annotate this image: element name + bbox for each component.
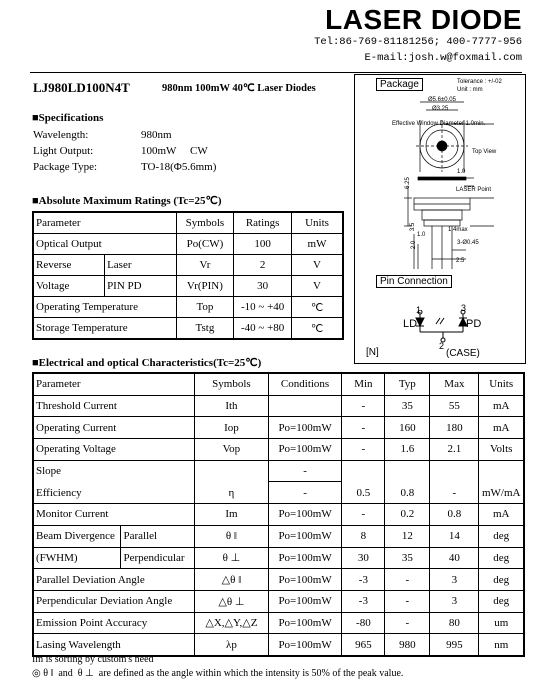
model-number: LJ980LD100N4T (33, 80, 130, 95)
table-cell: △X,△Y,△Z (195, 612, 269, 634)
table-cell: 980 (385, 634, 430, 656)
table-cell: Laser (105, 255, 177, 276)
package-label: Package (376, 78, 423, 91)
table-cell: 0.8 (430, 504, 479, 526)
pin-number: 3 (461, 303, 467, 313)
pin-number: 1 (416, 305, 422, 315)
dimension-label: Ø3.25 (432, 106, 449, 112)
table-cell: Slope (33, 460, 195, 482)
electrical-table (32, 372, 525, 657)
table-cell: deg (479, 590, 524, 612)
dimension-label: 2.5 (456, 258, 465, 264)
table-header: Symbols (176, 212, 234, 234)
table-cell: θ ⊥ (195, 547, 269, 569)
table-cell: 0.5 (342, 482, 385, 504)
table-row (33, 482, 524, 504)
table-cell: Po=100mW (268, 525, 342, 547)
dimension-label: 1.0 (417, 232, 426, 238)
table-cell: 180 (430, 417, 479, 439)
table-cell: 3 (430, 569, 479, 591)
pd-label: PD (466, 318, 482, 330)
dimension-label: 3.5 (410, 222, 417, 232)
table-cell: - (342, 395, 385, 417)
table-header: Units (479, 373, 524, 395)
table-cell: -3 (342, 569, 385, 591)
square-bullet-icon: ■ (32, 357, 39, 369)
table-cell: △θ ‖ (195, 569, 269, 591)
table-cell: Efficiency (33, 482, 195, 504)
table-cell: ℃ (292, 297, 343, 318)
contact-email: E-mail:josh.w@foxmail.com (364, 52, 522, 64)
laser-point-label: LASER Point (456, 187, 492, 193)
table-header: Symbols (195, 373, 269, 395)
case-label: (CASE) (446, 348, 480, 359)
window-label: Effective Window Diameter 1.0min. (392, 121, 486, 127)
specifications-heading: ■Specifications (32, 112, 104, 124)
table-cell: 3 (430, 590, 479, 612)
absolute-max-table (32, 211, 344, 340)
table-cell (479, 460, 524, 482)
table-cell: 30 (234, 276, 292, 297)
table-cell: 0.8 (385, 482, 430, 504)
table-row (33, 395, 524, 417)
table-cell: 12 (385, 525, 430, 547)
table-cell: ℃ (292, 318, 343, 340)
table-cell: 80 (430, 612, 479, 634)
table-row (33, 417, 524, 439)
table-cell: Operating Temperature (33, 297, 176, 318)
table-cell: △θ ⊥ (195, 590, 269, 612)
table-cell: 14 (430, 525, 479, 547)
table-cell: V (292, 276, 343, 297)
footnote: ◎ θ ‖ and θ ⊥ are defined as the angle within which the intensity is 50% of the peak value. (32, 668, 404, 679)
table-header: Units (292, 212, 343, 234)
table-row (33, 590, 524, 612)
table-cell: 2.1 (430, 439, 479, 461)
table-cell: 0.2 (385, 504, 430, 526)
table-header: Max (430, 373, 479, 395)
table-header: Parameter (33, 373, 195, 395)
table-cell: nm (479, 634, 524, 656)
top-view-label: Top View (472, 149, 497, 155)
table-header: Ratings (234, 212, 292, 234)
table-cell (195, 460, 269, 482)
table-cell: Storage Temperature (33, 318, 176, 340)
table-cell: - (268, 482, 342, 504)
table-cell: - (342, 417, 385, 439)
table-cell: Po=100mW (268, 547, 342, 569)
table-row (33, 612, 524, 634)
table-cell: deg (479, 525, 524, 547)
table-cell: 160 (385, 417, 430, 439)
table-row (33, 439, 524, 461)
table-cell: Po(CW) (176, 234, 234, 255)
absolute-max-heading: ■Absolute Maximum Ratings (Tc=25℃) (32, 195, 222, 207)
table-cell: - (342, 504, 385, 526)
table-cell: 995 (430, 634, 479, 656)
table-cell: Po=100mW (268, 504, 342, 526)
dimension-label: 1.4max (448, 227, 468, 233)
table-cell: Perpendicular (121, 547, 195, 569)
table-cell: Threshold Current (33, 395, 195, 417)
table-cell: Operating Current (33, 417, 195, 439)
spec-value: TO-18(Φ5.6mm) (141, 161, 217, 173)
table-cell: - (385, 590, 430, 612)
table-row (33, 634, 524, 656)
table-cell: Vop (195, 439, 269, 461)
table-cell: Lasing Wavelength (33, 634, 195, 656)
contact-tel: Tel:86-769-81181256; 400-7777-956 (314, 36, 522, 48)
table-header-row (33, 212, 343, 234)
table-cell: -3 (342, 590, 385, 612)
table-header-row (33, 373, 524, 395)
table-cell (268, 395, 342, 417)
table-cell: Voltage (33, 276, 105, 297)
table-cell: Po=100mW (268, 634, 342, 656)
table-row (33, 525, 524, 547)
table-cell (430, 460, 479, 482)
table-cell: 100 (234, 234, 292, 255)
table-row (33, 504, 524, 526)
table-row (33, 276, 343, 297)
table-cell: 965 (342, 634, 385, 656)
table-cell: Po=100mW (268, 417, 342, 439)
ld-label: LD (403, 318, 418, 330)
table-cell: η (195, 482, 269, 504)
tolerance-text: Tolerance : +/-02 (457, 79, 502, 85)
table-cell: Po=100mW (268, 612, 342, 634)
table-cell: -40 ~ +80 (234, 318, 292, 340)
table-cell: λp (195, 634, 269, 656)
table-cell: Im (195, 504, 269, 526)
pin-diagram (414, 310, 474, 344)
table-row (33, 569, 524, 591)
table-header: Conditions (268, 373, 342, 395)
table-cell: Iop (195, 417, 269, 439)
table-cell: 30 (342, 547, 385, 569)
header-rule (30, 72, 522, 73)
table-cell: Beam Divergence (33, 525, 121, 547)
spec-label: Light Output: (33, 145, 94, 157)
table-cell: Reverse (33, 255, 105, 276)
table-cell: Po=100mW (268, 590, 342, 612)
table-cell: mA (479, 395, 524, 417)
table-cell: Po=100mW (268, 569, 342, 591)
unit-text: Unit : mm (457, 87, 483, 93)
table-cell: Volts (479, 439, 524, 461)
n-label: [N] (366, 347, 379, 358)
table-row (33, 297, 343, 318)
table-cell: 35 (385, 395, 430, 417)
table-cell: 8 (342, 525, 385, 547)
dimension-label: 3-Ø0.45 (457, 240, 479, 246)
table-header: Parameter (33, 212, 176, 234)
table-row (33, 547, 524, 569)
table-cell: deg (479, 569, 524, 591)
spec-label: Wavelength: (33, 129, 89, 141)
table-cell: θ ‖ (195, 525, 269, 547)
table-cell: deg (479, 547, 524, 569)
square-bullet-icon: ■ (32, 112, 39, 124)
table-cell: mW (292, 234, 343, 255)
table-cell (342, 460, 385, 482)
table-row (33, 460, 524, 482)
dimension-label: 1.0 (457, 169, 466, 175)
square-bullet-icon: ■ (32, 195, 39, 207)
table-cell: Vr (176, 255, 234, 276)
table-cell: Optical Output (33, 234, 176, 255)
table-cell: mA (479, 504, 524, 526)
table-cell: Parallel Deviation Angle (33, 569, 195, 591)
table-cell: 1.6 (385, 439, 430, 461)
table-cell: 35 (385, 547, 430, 569)
table-cell: Operating Voltage (33, 439, 195, 461)
spec-label: Package Type: (33, 161, 98, 173)
table-cell: 2 (234, 255, 292, 276)
table-header: Typ (385, 373, 430, 395)
table-cell: Monitor Current (33, 504, 195, 526)
table-cell: (FWHM) (33, 547, 121, 569)
model-description: 980nm 100mW 40℃ Laser Diodes (162, 83, 316, 94)
pin-number: 2 (439, 341, 445, 351)
table-header: Min (342, 373, 385, 395)
table-cell: mW/mA (479, 482, 524, 504)
table-cell: Top (176, 297, 234, 318)
table-cell: Ith (195, 395, 269, 417)
pin-connection-label: Pin Connection (376, 275, 452, 288)
dimension-label: 2.0 (411, 240, 418, 250)
table-cell: - (342, 439, 385, 461)
table-cell: -10 ~ +40 (234, 297, 292, 318)
table-row (33, 255, 343, 276)
table-cell: Emission Point Accuracy (33, 612, 195, 634)
page-title: LASER DIODE (325, 4, 522, 35)
table-cell: -80 (342, 612, 385, 634)
table-cell: Perpendicular Deviation Angle (33, 590, 195, 612)
table-cell: 40 (430, 547, 479, 569)
table-cell: - (268, 460, 342, 482)
table-cell: 55 (430, 395, 479, 417)
table-cell: - (385, 612, 430, 634)
table-cell: PIN PD (105, 276, 177, 297)
footnote: Im is sorting by custom's need (32, 654, 154, 665)
table-cell (385, 460, 430, 482)
electrical-heading: ■Electrical and optical Characteristics(Tc=25℃) (32, 357, 262, 369)
table-cell: Vr(PIN) (176, 276, 234, 297)
spec-value: 980nm (141, 129, 172, 141)
dimension-label: Ø5.6±0.05 (428, 97, 456, 103)
table-cell: V (292, 255, 343, 276)
table-cell: - (385, 569, 430, 591)
spec-value: 100mW CW (141, 145, 208, 157)
table-cell: - (430, 482, 479, 504)
table-cell: Po=100mW (268, 439, 342, 461)
table-row (33, 318, 343, 340)
table-cell: Parallel (121, 525, 195, 547)
dimension-label: 6.25 (404, 177, 411, 189)
table-cell: Tstg (176, 318, 234, 340)
table-row (33, 234, 343, 255)
table-cell: um (479, 612, 524, 634)
table-cell: mA (479, 417, 524, 439)
